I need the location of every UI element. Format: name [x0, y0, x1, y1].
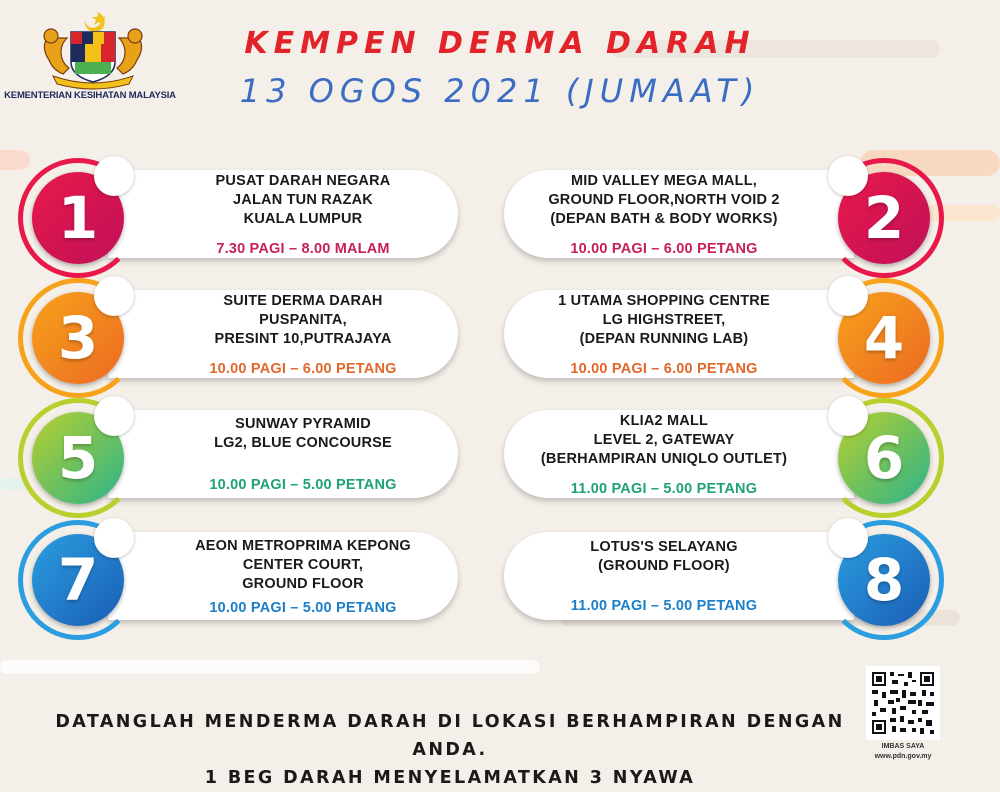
location-info [504, 290, 824, 378]
location-address-line: SUITE DERMA DARAH [223, 292, 383, 309]
badge-dot [94, 518, 134, 558]
ministry-name: KEMENTERIAN KESIHATAN MALAYSIA [4, 90, 176, 101]
location-address-line: LG2, BLUE CONCOURSE [214, 435, 392, 451]
location-card [18, 394, 458, 512]
location-number-badge [18, 158, 138, 278]
location-number: 6 [863, 424, 905, 492]
location-address-line: (DEPAN RUNNING LAB) [579, 330, 749, 347]
location-number: 7 [57, 546, 99, 614]
location-address-line: MID VALLEY MEGA MALL, [571, 172, 757, 189]
location-card [18, 516, 458, 634]
location-number-badge [824, 520, 944, 640]
location-time: 10.00 PAGI – 5.00 PETANG [209, 477, 397, 493]
location-address-line: 1 UTAMA SHOPPING CENTRE [558, 292, 770, 309]
badge-dot [828, 518, 868, 558]
location-time: 11.00 PAGI – 5.00 PETANG [570, 480, 758, 497]
qr-code[interactable] [866, 666, 940, 740]
location-info [153, 290, 453, 378]
badge-dot [828, 276, 868, 316]
qr-caption [850, 742, 956, 762]
location-number: 2 [863, 184, 905, 252]
location-address-line: KLIA2 MALL [619, 412, 709, 429]
location-address-line: LOTUS'S SELAYANG [590, 539, 738, 555]
coat-of-arms-icon [33, 8, 153, 92]
badge-dot [94, 396, 134, 436]
qr-scan-label: IMBAS SAYA [881, 743, 925, 750]
location-number: 8 [863, 546, 905, 614]
event-date: 13 OGOS 2021 (JUMAAT) [239, 72, 761, 110]
location-address-line: (BERHAMPIRAN UNIQLO OUTLET) [540, 450, 788, 467]
location-address-line: (DEPAN BATH & BODY WORKS) [550, 210, 778, 227]
location-address-line: JALAN TUN RAZAK [233, 191, 373, 208]
location-number-badge [824, 158, 944, 278]
location-address-line: GROUND FLOOR [242, 575, 364, 592]
location-info [504, 532, 824, 620]
location-info [153, 532, 453, 620]
location-address-line: CENTER COURT, [242, 556, 364, 573]
location-card [504, 394, 944, 512]
location-number: 5 [57, 424, 99, 492]
location-number: 4 [863, 304, 905, 372]
page-title: KEMPEN DERMA DARAH [244, 26, 756, 61]
location-time: 10.00 PAGI – 6.00 PETANG [570, 360, 758, 377]
location-time: 11.00 PAGI – 5.00 PETANG [570, 598, 758, 614]
location-address-line: SUNWAY PYRAMID [235, 416, 371, 432]
location-card [504, 274, 944, 392]
location-time: 10.00 PAGI – 6.00 PETANG [209, 360, 397, 377]
location-address-line: PRESINT 10,PUTRAJAYA [214, 330, 392, 347]
footer-line: 1 BEG DARAH MENYELAMATKAN 3 NYAWA [204, 768, 696, 788]
location-address-line: PUSPANITA, [259, 311, 347, 328]
qr-code-icon [870, 670, 936, 736]
location-number-badge [18, 278, 138, 398]
badge-dot [94, 156, 134, 196]
location-address-line: LEVEL 2, GATEWAY [593, 431, 735, 448]
bg-decoration [0, 660, 540, 674]
location-number: 3 [57, 304, 99, 372]
location-card [504, 516, 944, 634]
location-address-line: KUALA LUMPUR [243, 210, 363, 227]
footer-message [40, 708, 860, 792]
location-card [18, 154, 458, 272]
badge-dot [94, 276, 134, 316]
location-card [504, 154, 944, 272]
location-address-line: AEON METROPRIMA KEPONG [195, 537, 411, 554]
location-address-line: LG HIGHSTREET, [602, 311, 726, 328]
location-time: 7.30 PAGI – 8.00 MALAM [216, 240, 390, 257]
location-info [504, 410, 824, 498]
location-number-badge [18, 398, 138, 518]
location-address-line: (GROUND FLOOR) [598, 558, 730, 574]
location-info [504, 170, 824, 258]
location-number-badge [824, 278, 944, 398]
badge-dot [828, 156, 868, 196]
location-time: 10.00 PAGI – 6.00 PETANG [570, 240, 758, 257]
location-card [18, 274, 458, 392]
location-number-badge [18, 520, 138, 640]
badge-dot [828, 396, 868, 436]
qr-url: www.pdn.gov.my [874, 753, 932, 760]
location-address-line: GROUND FLOOR,NORTH VOID 2 [548, 191, 780, 208]
location-info [153, 410, 453, 498]
location-number-badge [824, 398, 944, 518]
footer-line: DATANGLAH MENDERMA DARAH DI LOKASI BERHAMPIRAN DENGAN ANDA. [55, 712, 845, 760]
location-number: 1 [57, 184, 99, 252]
location-time: 10.00 PAGI – 5.00 PETANG [209, 599, 397, 616]
location-info [153, 170, 453, 258]
location-address-line: PUSAT DARAH NEGARA [215, 172, 391, 189]
